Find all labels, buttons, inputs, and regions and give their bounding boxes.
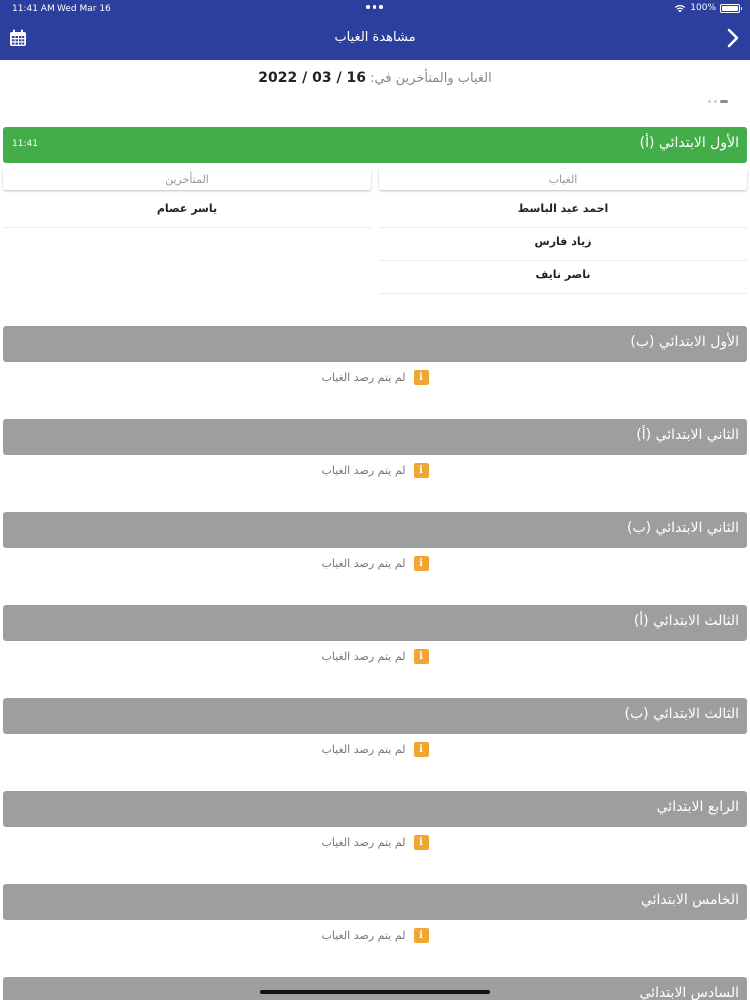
other-classes — [3, 326, 747, 1000]
list-item: زياد فارس — [379, 228, 747, 261]
class-header[interactable] — [3, 419, 747, 455]
class-time: 11:41 — [12, 139, 38, 149]
class-name: الأول الابتدائي (أ) — [639, 135, 739, 151]
date-value: 2022 / 03 / 16 — [258, 70, 366, 86]
list-item: احمد عبد الباسط — [379, 195, 747, 228]
class-name: السادس الابتدائي — [639, 985, 739, 1000]
class-section — [3, 326, 747, 418]
empty-note-text: لم يتم رصد الغياب — [321, 929, 406, 942]
info-icon: i — [414, 835, 429, 850]
empty-note-text: لم يتم رصد الغياب — [321, 836, 406, 849]
absent-list — [379, 195, 747, 294]
class-section — [3, 884, 747, 976]
class-header[interactable] — [3, 127, 747, 163]
page-title: مشاهدة الغياب — [334, 30, 416, 45]
date-line — [0, 70, 750, 86]
class-header[interactable] — [3, 884, 747, 920]
empty-note — [3, 463, 747, 478]
nav-bar — [0, 18, 750, 60]
class-name: الثاني الابتدائي (أ) — [636, 427, 739, 443]
info-icon: i — [414, 742, 429, 757]
info-icon: i — [414, 370, 429, 385]
class-name: الأول الابتدائي (ب) — [630, 334, 739, 350]
empty-state — [3, 827, 747, 883]
class-section — [3, 512, 747, 604]
class-header[interactable] — [3, 605, 747, 641]
home-indicator[interactable] — [260, 990, 490, 994]
empty-note — [3, 370, 747, 385]
empty-note — [3, 649, 747, 664]
status-time: 11:41 AM — [12, 4, 55, 14]
list-item: ناصر نايف — [379, 261, 747, 294]
empty-state — [3, 548, 747, 604]
wifi-icon — [674, 4, 686, 13]
status-bar — [0, 0, 750, 18]
chevron-right-icon[interactable] — [726, 28, 740, 48]
empty-note-text: لم يتم رصد الغياب — [321, 371, 406, 384]
late-list — [3, 195, 371, 228]
empty-state — [3, 455, 747, 511]
class-section — [3, 977, 747, 1000]
class-header[interactable] — [3, 512, 747, 548]
info-icon: i — [414, 649, 429, 664]
class-header[interactable] — [3, 698, 747, 734]
empty-state — [3, 920, 747, 976]
battery-percent: 100% — [690, 3, 716, 13]
late-column — [3, 169, 371, 294]
class-name: الثالث الابتدائي (أ) — [633, 613, 739, 629]
empty-note — [3, 928, 747, 943]
class-header[interactable] — [3, 977, 747, 1000]
empty-note-text: لم يتم رصد الغياب — [321, 557, 406, 570]
list-item: ياسر عصام — [3, 195, 371, 228]
info-icon: i — [414, 556, 429, 571]
classes-list — [3, 127, 747, 1000]
class-name: الثالث الابتدائي (ب) — [624, 706, 739, 722]
empty-note — [3, 742, 747, 757]
page-indicator[interactable] — [708, 100, 728, 103]
empty-state — [3, 641, 747, 697]
class-section — [3, 419, 747, 511]
class-section — [3, 791, 747, 883]
class-name: الخامس الابتدائي — [640, 892, 739, 908]
multitasking-dots-icon[interactable] — [366, 5, 383, 9]
empty-note-text: لم يتم رصد الغياب — [321, 743, 406, 756]
empty-note-text: لم يتم رصد الغياب — [321, 650, 406, 663]
empty-note — [3, 835, 747, 850]
battery-icon — [720, 4, 740, 13]
empty-state — [3, 734, 747, 790]
status-date: Wed Mar 16 — [57, 4, 111, 14]
empty-state — [3, 362, 747, 418]
class-header[interactable] — [3, 791, 747, 827]
class-name: الثاني الابتدائي (ب) — [626, 520, 739, 536]
class-name: الرابع الابتدائي — [656, 799, 739, 815]
class-section — [3, 698, 747, 790]
absent-column — [379, 169, 747, 294]
class-header[interactable] — [3, 326, 747, 362]
empty-note-text: لم يتم رصد الغياب — [321, 464, 406, 477]
class-section — [3, 605, 747, 697]
info-icon: i — [414, 928, 429, 943]
date-label: الغياب والمتأخرين في: — [370, 71, 492, 86]
class-section — [3, 127, 747, 294]
late-header: المتأخرين — [3, 169, 371, 190]
empty-note — [3, 556, 747, 571]
attendance-columns — [3, 169, 747, 294]
info-icon: i — [414, 463, 429, 478]
status-indicators — [674, 3, 740, 13]
absent-header: الغياب — [379, 169, 747, 190]
